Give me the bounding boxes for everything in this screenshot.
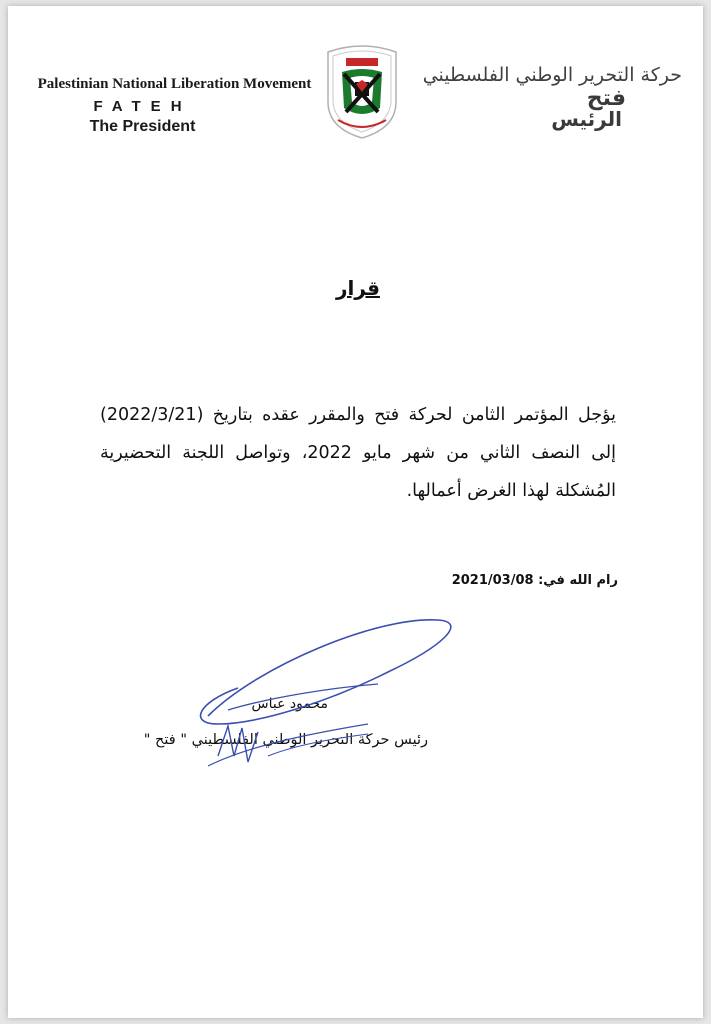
fatah-emblem-icon <box>322 38 402 142</box>
date-line <box>448 573 618 588</box>
document-page <box>8 6 703 1018</box>
signatory-name: محمود عباس <box>251 696 328 712</box>
date-value: 2021/03/08 <box>451 573 534 588</box>
arabic-org-name: حركة التحرير الوطني الفلسطيني <box>422 64 682 86</box>
decision-body: يؤجل المؤتمر الثامن لحركة فتح والمقرر عقده بتاريخ (2022/3/21) إلى النصف الثاني من شهر مايو 2022، وتواصل اللجنة التحضيرية المُشكلة لهذا الغرض أعمالها. <box>100 405 616 501</box>
signatory-title: رئيس حركة التحرير الوطني الفلسطيني " فتح " <box>143 732 428 748</box>
english-president: The President <box>89 118 196 135</box>
english-letterhead <box>30 76 325 136</box>
arabic-fateh: فتح <box>586 86 626 111</box>
arabic-letterhead <box>418 64 686 131</box>
english-org-name: Palestinian National Liberation Movement <box>37 76 312 92</box>
arabic-president: الرئيس <box>551 107 622 131</box>
english-fateh: FATEH <box>93 98 192 115</box>
handwritten-signature <box>168 606 468 776</box>
date-label: رام الله في: <box>538 573 618 588</box>
decision-title: قرار <box>336 276 380 300</box>
